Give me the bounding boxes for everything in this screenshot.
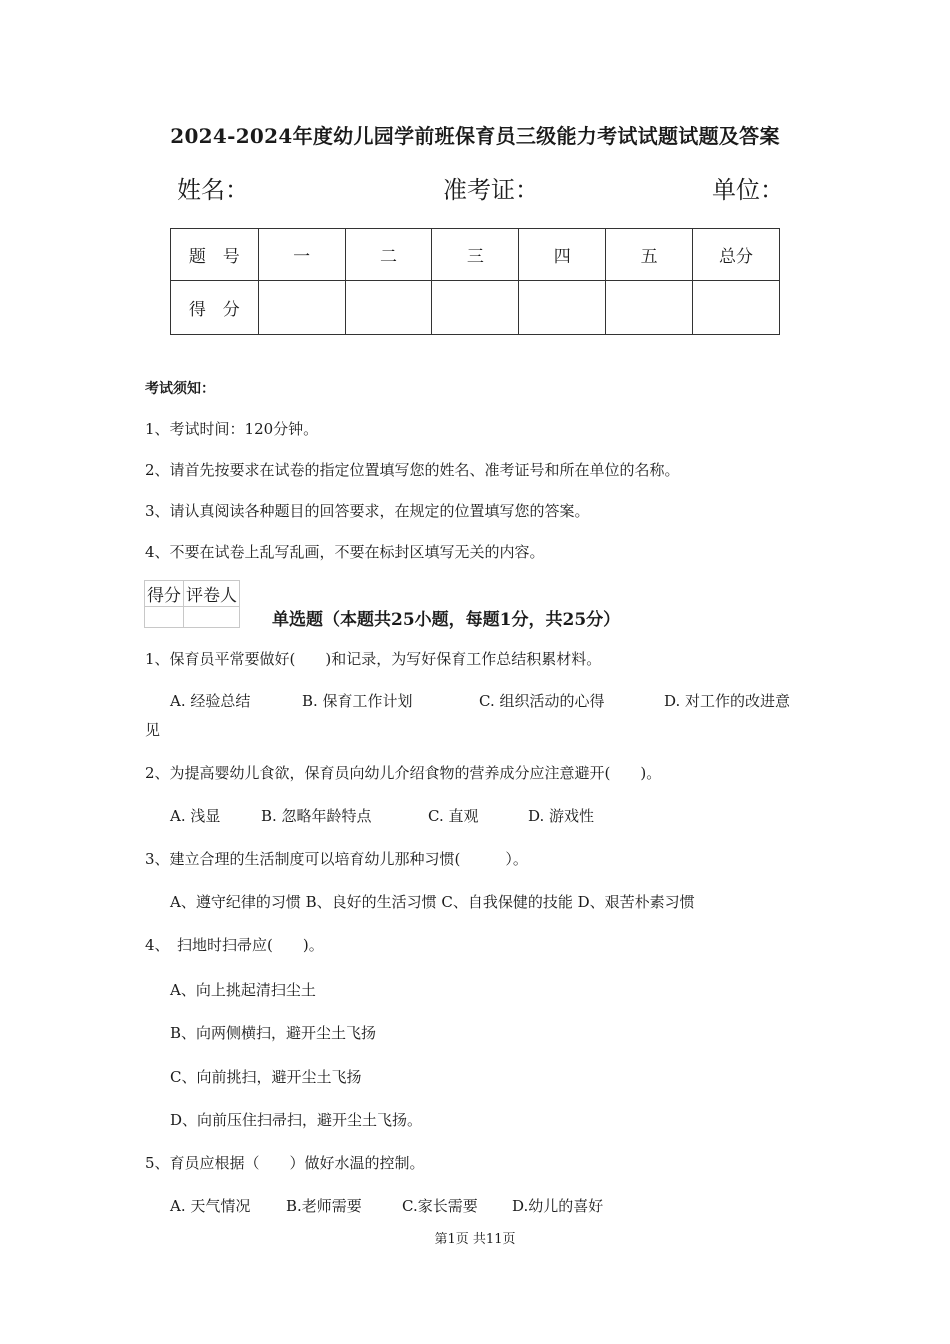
grader-box (144, 580, 240, 628)
option-d[interactable]: D、向前压住扫帚扫，避开尘土飞扬。 (170, 1111, 423, 1129)
option-d-continuation: 见 (145, 721, 161, 739)
option-b[interactable]: B、向两侧横扫，避开尘土飞扬 (170, 1024, 377, 1042)
grader-reviewer-cell[interactable] (184, 607, 240, 628)
option-c[interactable]: C.家长需要 (402, 1197, 478, 1215)
notice-item: 4、不要在试卷上乱写乱画，不要在标封区填写无关的内容。 (145, 543, 545, 561)
notice-item: 1、考试时间：120分钟。 (145, 420, 319, 438)
score-table-header-cell: 一 (258, 229, 345, 281)
option-b[interactable]: B.老师需要 (286, 1197, 362, 1215)
score-cell[interactable] (606, 281, 693, 335)
question-stem: 1、保育员平常要做好( )和记录，为写好保育工作总结积累材料。 (145, 650, 602, 668)
score-table-header-cell: 五 (606, 229, 693, 281)
score-cell[interactable] (345, 281, 432, 335)
question-stem: 3、建立合理的生活制度可以培育幼儿那种习惯( ）。 (145, 850, 528, 868)
option-d[interactable]: D.幼儿的喜好 (512, 1197, 604, 1215)
score-cell[interactable] (519, 281, 606, 335)
score-cell-total[interactable] (693, 281, 780, 335)
name-field-label: 姓名： (177, 176, 249, 204)
option-c[interactable]: C. 组织活动的心得 (479, 692, 605, 710)
score-table-header-cell: 二 (345, 229, 432, 281)
option-b[interactable]: B. 忽略年龄特点 (261, 807, 372, 825)
grader-score-cell[interactable] (145, 607, 184, 628)
option-c[interactable]: C、向前挑扫，避开尘土飞扬 (170, 1068, 362, 1086)
score-table-header-label: 题 号 (171, 229, 259, 281)
page-footer: 第1页 共11页 (434, 1232, 516, 1247)
option-d[interactable]: D. 对工作的改进意 (664, 692, 791, 710)
score-table (170, 228, 780, 335)
section-heading: 单选题（本题共25小题，每题1分，共25分） (272, 610, 621, 630)
score-table-header-total: 总分 (693, 229, 780, 281)
option-b[interactable]: B. 保育工作计划 (302, 692, 413, 710)
grader-reviewer-label: 评卷人 (184, 581, 240, 607)
score-table-row-label: 得 分 (171, 281, 259, 335)
option-a[interactable]: A、向上挑起清扫尘土 (170, 981, 316, 999)
score-table-header-cell: 三 (432, 229, 519, 281)
notice-item: 3、请认真阅读各种题目的回答要求，在规定的位置填写您的答案。 (145, 502, 590, 520)
score-table-header-row (171, 229, 780, 281)
page-title: 2024-2024年度幼儿园学前班保育员三级能力考试试题试题及答案 (170, 124, 780, 148)
question-stem: 2、为提高婴幼儿食欲，保育员向幼儿介绍食物的营养成分应注意避开( )。 (145, 764, 662, 782)
score-cell[interactable] (258, 281, 345, 335)
score-table-score-row (171, 281, 780, 335)
option-a[interactable]: A. 经验总结 (170, 692, 251, 710)
notice-heading: 考试须知： (145, 381, 215, 397)
options-line[interactable]: A、遵守纪律的习惯 B、良好的生活习惯 C、自我保健的技能 D、艰苦朴素习惯 (170, 893, 695, 911)
option-c[interactable]: C. 直观 (428, 807, 479, 825)
notice-item: 2、请首先按要求在试卷的指定位置填写您的姓名、准考证号和所在单位的名称。 (145, 461, 680, 479)
exam-id-field-label: 准考证： (443, 176, 539, 204)
score-table-header-cell: 四 (519, 229, 606, 281)
option-a[interactable]: A. 浅显 (170, 807, 221, 825)
question-stem: 5、育员应根据（ ）做好水温的控制。 (145, 1154, 425, 1172)
option-a[interactable]: A. 天气情况 (170, 1197, 251, 1215)
score-cell[interactable] (432, 281, 519, 335)
grader-score-label: 得分 (145, 581, 184, 607)
unit-field-label: 单位： (712, 176, 784, 204)
question-stem: 4、 扫地时扫帚应( )。 (145, 936, 324, 954)
option-d[interactable]: D. 游戏性 (528, 807, 595, 825)
